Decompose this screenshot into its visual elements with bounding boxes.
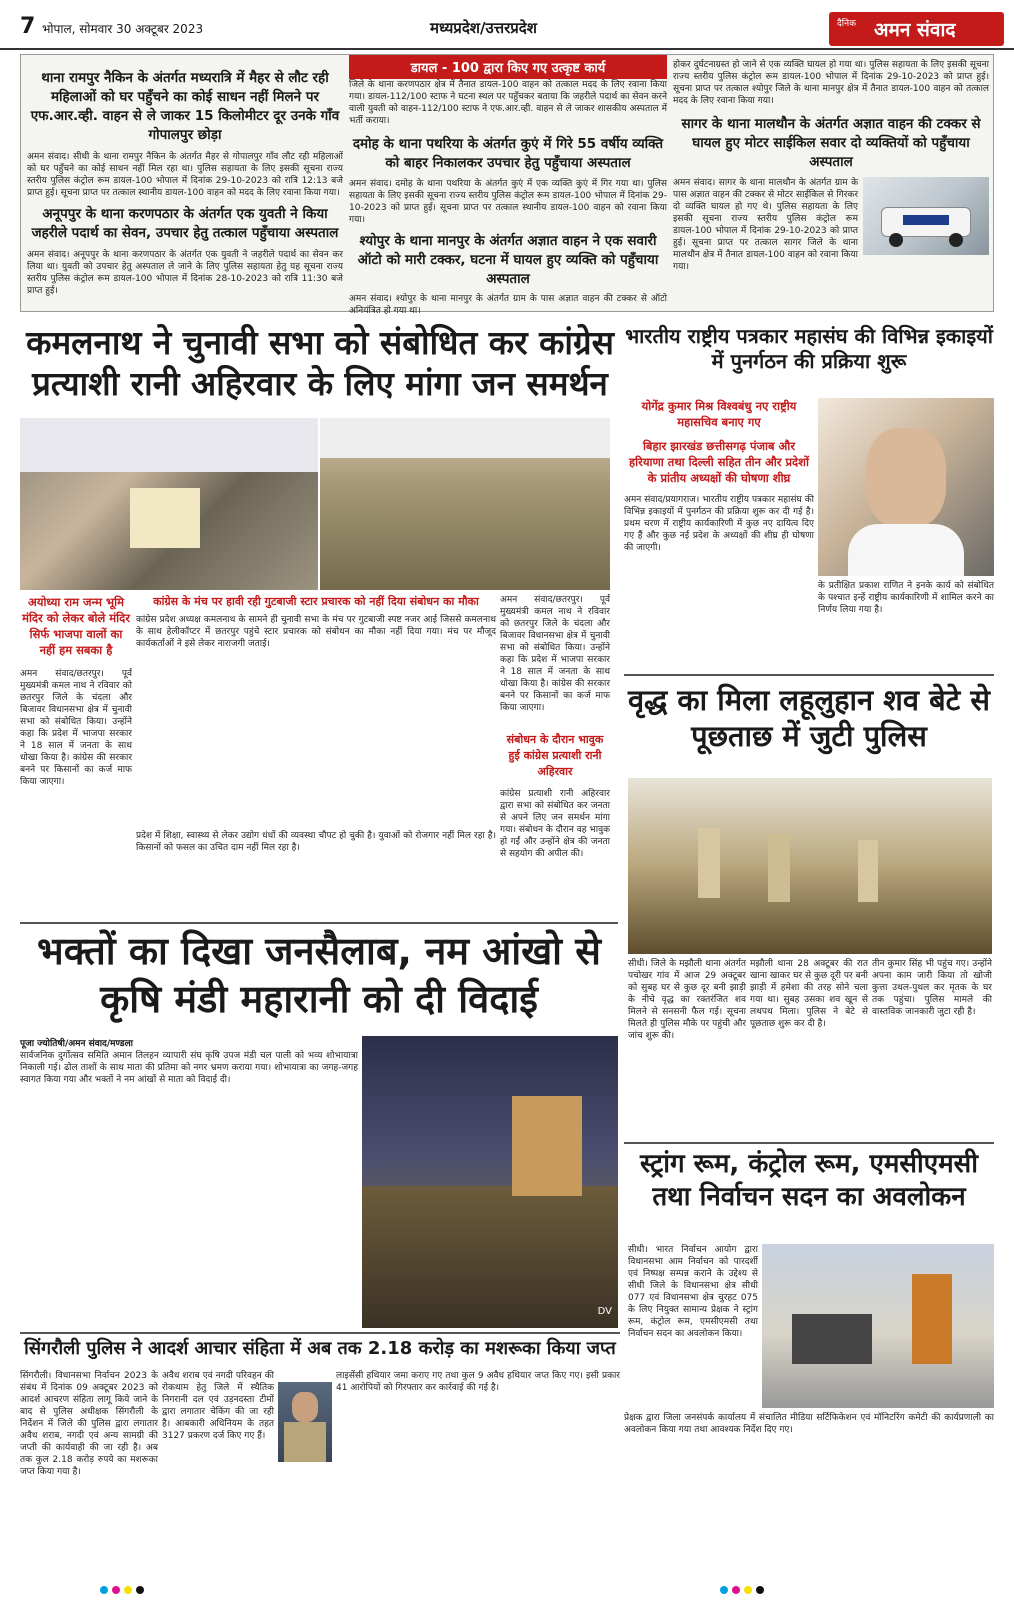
kamalnath-body-4: कांग्रेस प्रत्याशी रानी अहिरवार द्वारा सभा को संबोधित कर जनता से अपने लिए जन समर्थन मांगा गया। संबोधन के दौरान वह भावुक हो गईं और उन्होंने क्षेत्र की जनता से सहयोग की अपील की। bbox=[500, 789, 610, 859]
story-headline: सागर के थाना मालथौन के अंतर्गत अज्ञात वाहन की टक्कर से घायल हुए मोटर साईकिल सवार दो व्यक्तियों को पहुँचाया अस्पताल bbox=[681, 116, 981, 170]
patrakar-headline: भारतीय राष्ट्रीय पत्रकार महासंघ की विभिन्न इकाइयों में पुनर्गठन की प्रक्रिया शुरू bbox=[625, 324, 993, 373]
dial100-box bbox=[20, 54, 994, 316]
registration-dot bbox=[112, 1586, 120, 1594]
kamalnath-column-head: संबोधन के दौरान भावुक हुई कांग्रेस प्रत्याशी रानी अहिरवार bbox=[506, 733, 604, 778]
registration-dot bbox=[720, 1586, 728, 1594]
inspection-photo bbox=[762, 1244, 994, 1408]
masthead-prefix: दैनिक bbox=[837, 19, 857, 29]
photo-credit: DV bbox=[597, 1306, 612, 1317]
dial100-col-3 bbox=[673, 59, 989, 309]
police-vehicle-photo bbox=[863, 177, 989, 255]
kamalnath-body-4-top: अमन संवाद/छतरपुर। पूर्व मुख्यमंत्री कमल नाथ ने रविवार को छतरपुर जिले के चंदला और बिजावर विधानसभा क्षेत्र में चुनावी सभा को संबोधित किया। उन्होंने कहा कि प्रदेश में भाजपा सरकार ने 18 साल में जनता के साथ धोखा किया है। कांग्रेस की सरकार बनने पर किसानों का कर्ज माफ किया जाएगा। bbox=[500, 595, 610, 713]
registration-dot bbox=[136, 1586, 144, 1594]
divider bbox=[624, 674, 994, 676]
officer-photo bbox=[278, 1382, 332, 1462]
singrauli-body-2: अवैध शराब एवं नगदी परिवहन की रोकथाम हेतु जिले में स्थैतिक निगरानी दल एवं उड़नदस्ता टीमों द्वारा लगातार चेकिंग की जा रही है। आबकारी अधिनियम के तहत 3127 प्रकरण दर्ज किए गए हैं। bbox=[162, 1371, 274, 1441]
bhakt-headline: भक्तों का दिखा जनसैलाब, नम आंखो से कृषि मंडी महारानी को दी विदाई bbox=[37, 929, 601, 1021]
registration-dot bbox=[124, 1586, 132, 1594]
kamalnath-body-1: अमन संवाद/छतरपुर। पूर्व मुख्यमंत्री कमल नाथ ने रविवार को छतरपुर जिले के चंदला और बिजावर विधानसभा क्षेत्र में चुनावी सभा को संबोधित किया। उन्होंने कहा कि प्रदेश में भाजपा सरकार ने 18 साल में जनता के साथ धोखा किया है। कांग्रेस की सरकार बनने पर किसानों का कर्ज माफ किया जाएगा। bbox=[20, 669, 132, 787]
rally-crowd-photo bbox=[320, 418, 610, 590]
dial100-col-1 bbox=[27, 61, 343, 309]
story-body: अमन संवाद। अनूपपुर के थाना करणपठार के अंतर्गत एक युवती ने जहरीले पदार्थ का सेवन कर लिया था। युवती को उपचार हेतु अस्पताल ले जाने के लिए पुलिस सहायता हेतु यह सूचना राज्य स्तरीय पुलिस कंट्रोल रूम डायल-100 भोपाल में दिनांक 28-10-2023 को रात्रि 11:30 बजे प्राप्त हुई। bbox=[27, 250, 343, 296]
kamalnath-body-3: प्रदेश में शिक्षा, स्वास्थ्य से लेकर उद्योग धंधों की व्यवस्था चौपट हो चुकी है। युवाओं को रोजगार नहीं मिल रहा है। किसानों को फसल का उचित दाम नहीं मिल रहा है। bbox=[136, 831, 496, 853]
body-scene-photo bbox=[628, 778, 992, 954]
story-headline: थाना रामपुर नैकिन के अंतर्गत मध्यरात्रि में मैहर से लौट रही महिलाओं को घर पहुँचने का कोई साधन नहीं मिलने पर एफ.आर.व्ही. वाहन से ले जाकर 15 किलोमीटर दूर उनके गाँव गोपालपुर छोड़ा bbox=[30, 70, 340, 143]
story-body: अमन संवाद। सागर के थाना मालथौन के अंतर्गत ग्राम के पास अज्ञात वाहन की टक्कर से मोटर साईकिल से गिरकर दो व्यक्ति घायल हो गए थे। पुलिस सहायता के लिए इसकी सूचना राज्य स्तरीय पुलिस कंट्रोल रूम डायल-100 भोपाल में दिनांक 29-10-2023 को प्राप्त हुई। सूचना प्राप्त पर तत्काल सागर जिले के थाना मालथौन क्षेत्र में तैनात डायल-100 वाहन को रवाना किया गया। bbox=[673, 178, 858, 272]
print-registration-marks bbox=[0, 1580, 1014, 1600]
section-title: मध्यप्रदेश/उत्तरप्रदेश bbox=[430, 19, 537, 37]
kamalnath-side-quote: अयोध्या राम जन्म भूमि मंदिर को लेकर बोले मंदिर सिर्फ भाजपा वालों का नहीं हम सबका है bbox=[22, 595, 130, 657]
masthead bbox=[829, 12, 1004, 46]
date-line: भोपाल, सोमवार 30 अक्टूबर 2023 bbox=[42, 22, 204, 36]
registration-dot bbox=[732, 1586, 740, 1594]
rally-stage-photo bbox=[20, 418, 318, 590]
registration-dot bbox=[100, 1586, 108, 1594]
strong-body: सीधी। भारत निर्वाचन आयोग द्वारा विधानसभा आम निर्वाचन को पारदर्शी एवं निष्पक्ष सम्पन्न कराने के उद्देश्य से सीधी जिले के विधानसभा क्षेत्र सीधी 077 एवं विधानसभा क्षेत्र चुरहट 075 के लिए नियुक्त सामान्य प्रेक्षक ने स्ट्रांग रूम, कंट्रोल रूम, एमसीएमसी तथा निर्वाचन सदन का अवलोकन किया। bbox=[628, 1245, 758, 1339]
strong-body-2: प्रेक्षक द्वारा जिला जनसंपर्क कार्यालय में संचालित मीडिया सर्टिफिकेशन एवं मॉनिटरिंग कमेटी की कार्यप्रणाली का अवलोकन किया गया तथा आवश्यक निर्देश दिए गए। bbox=[624, 1413, 994, 1435]
portrait-photo bbox=[818, 398, 994, 576]
vriddh-body-3: तीन कुमार सिंह भी पहुंच गए। उन्होंने अपना काम जारी किया तो खोजी कुत्ता उथल-पुथल कर मृतक के घर तक पहुंचा। पुलिस मामले की वास्तविक जानकारी जुटा रही है। bbox=[872, 959, 992, 1017]
dial100-col-2 bbox=[349, 79, 667, 316]
singrauli-body-1: सिंगरौली। विधानसभा निर्वाचन 2023 के संबंध में दिनांक 09 अक्टूबर 2023 को आदर्श आचरण संहिता लागू किये जाने के बाद से पुलिस अधीक्षक सिंगरौली के निर्देशन में जिले की पुलिस द्वारा लगातार अवैध शराब, नगदी एवं अन्य सामग्री की जप्ती की कार्यवाही की जा रही है। अब तक कुल 2.18 करोड़ रुपये का मशरूका जप्त किया गया है। bbox=[20, 1371, 158, 1477]
page-number: 7 bbox=[20, 14, 36, 39]
divider bbox=[624, 1142, 994, 1144]
bhakt-byline: पूजा ज्योतिषी/अमन संवाद/मण्डला bbox=[20, 1039, 134, 1049]
dial100-banner: डायल - 100 द्वारा किए गए उत्कृष्ट कार्य bbox=[349, 55, 667, 79]
divider bbox=[20, 922, 618, 924]
patrakar-body: अमन संवाद/प्रयागराज। भारतीय राष्ट्रीय पत्रकार महासंघ की विभिन्न इकाइयों में पुनर्गठन की प्रक्रिया शुरू कर दी गई है। प्रथम चरण में राष्ट्रीय कार्यकारिणी में कुछ नए दायित्व दिए गए हैं और कुछ नई प्रदेश के अध्यक्षों की शीघ्र ही घोषणा की जाएगी। bbox=[624, 495, 814, 553]
singrauli-body-3: लाइसेंसी हथियार जमा कराए गए तथा कुल 9 अवैध हथियार जप्त किए गए। इसी प्रकार 41 आरोपियों को गिरफ्तार कर कार्रवाई की गई है। bbox=[336, 1371, 620, 1393]
story-headline: अनूपपुर के थाना करणपठार के अंतर्गत एक युवती ने किया जहरीले पदार्थ का सेवन, उपचार हेतु तत्काल पहुँचाया अस्पताल bbox=[31, 206, 339, 241]
kamalnath-headline: कमलनाथ ने चुनावी सभा को संबोधित कर कांग्रेस प्रत्याशी रानी अहिरवार के लिए मांगा जन समर्थन bbox=[26, 323, 614, 404]
procession-photo bbox=[362, 1036, 618, 1328]
story-body: अमन संवाद। दमोह के थाना पथरिया के अंतर्गत कुएं में एक व्यक्ति कुएं में गिर गया था। पुलिस सहायता के लिए इसकी सूचना राज्य स्तरीय पुलिस कंट्रोल रूम डायल-100 भोपाल में दिनांक 29-10-2023 को प्राप्त हुई। सूचना प्राप्त पर तत्काल स्थानीय डायल-100 वाहन को रवाना किया गया। bbox=[349, 179, 667, 225]
kamalnath-body-2: कांग्रेस प्रदेश अध्यक्ष कमलनाथ के सामने ही चुनावी सभा के मंच पर गुटबाजी स्पष्ट नजर आई जिससे कमलनाथ के साथ हेलीकॉप्टर में छतरपुर पहुंचे स्टार प्रचारक को संबोधन का मौका नहीं दिया गया। मंच पर मौजूद कार्यकर्ताओं ने इसे लेकर नाराजगी जताई। bbox=[136, 615, 496, 649]
story-body: अमन संवाद। श्योपुर के थाना मानपुर के अंतर्गत ग्राम के पास अज्ञात वाहन की टक्कर से ऑटो अनियंत्रित हो गया था। bbox=[349, 294, 667, 316]
kamalnath-sub-quote: कांग्रेस के मंच पर हावी रही गुटबाजी स्टार प्रचारक को नहीं दिया संबोधन का मौका bbox=[153, 595, 479, 608]
story-headline: दमोह के थाना पथरिया के अंतर्गत कुएं में गिरे 55 वर्षीय व्यक्ति को बाहर निकालकर उपचार हेतु पहुँचाया अस्पताल bbox=[352, 136, 664, 171]
story-headline: श्योपुर के थाना मानपुर के अंतर्गत अज्ञात वाहन ने एक सवारी ऑटो को मारी टक्कर, घटना में घायल हुए व्यक्ति को पहुँचाया अस्पताल bbox=[357, 233, 659, 287]
registration-dot bbox=[744, 1586, 752, 1594]
strong-headline: स्ट्रांग रूम, कंट्रोल रूम, एमसीएमसी तथा निर्वाचन सदन का अवलोकन bbox=[640, 1149, 978, 1212]
vriddh-body-2: मझौली थाना 28 अक्टूबर की रात खाना खाकर घर से कुछ दूरी पर बनी झाड़ी में हमेशा की तरह सोने चला गया था। सुबह उसका शव खून से लथपथ मिला। पुलिस ने बेटे से पूछताछ शुरू कर दी है। bbox=[750, 959, 868, 1029]
masthead-name: अमन संवाद bbox=[874, 19, 956, 41]
story-body: होकर दुर्घटनाग्रस्त हो जाने से एक व्यक्ति घायल हो गया था। पुलिस सहायता के लिए इसकी सूचना राज्य स्तरीय पुलिस कंट्रोल रूम डायल-100 भोपाल में दिनांक 29-10-2023 को प्राप्त हुई। सूचना प्राप्त पर तत्काल श्योपुर जिले के थाना मानपुर क्षेत्र में तैनात डायल-100 वाहन को तत्काल मदद के लिए रवाना किया गया। bbox=[673, 60, 989, 106]
patrakar-sub2: बिहार झारखंड छत्तीसगढ़ पंजाब और हरियाणा तथा दिल्ली सहित तीन और प्रदेशों के प्रांतीय अध्यक्षों की घोषणा शीघ्र bbox=[629, 439, 809, 485]
vriddh-headline: वृद्ध का मिला लहूलुहान शव बेटे से पूछताछ में जुटी पुलिस bbox=[627, 683, 991, 754]
patrakar-body-2: के प्रतीक्षित प्रकाश राणित ने इनके कार्य को संबोधित के पश्चात इन्हें राष्ट्रीय कार्यकारिणी में शामिल करने का निर्णय लिया गया है। bbox=[818, 581, 994, 615]
page-header bbox=[0, 0, 1014, 50]
registration-dot bbox=[756, 1586, 764, 1594]
story-body: जिले के थाना करणपठार क्षेत्र में तैनात डायल-100 वाहन को तत्काल मदद के लिए रवाना किया गया। डायल-112/100 स्टाफ ने घटना स्थल पर पहुँचकर बताया कि जहरीले पदार्थ का सेवन करने वाली युवती को वाहन-112/100 स्टाफ ने एफ.आर.व्ही. वाहन से ले जाकर शासकीय अस्पताल में भर्ती कराया। bbox=[349, 80, 667, 126]
patrakar-sub1: योगेंद्र कुमार मिश्र विश्वबंधु नए राष्ट्रीय महासचिव बनाए गए bbox=[641, 399, 797, 429]
vriddh-body-1: सीधी। जिले के मझौली थाना अंतर्गत पचोखर गांव में आज 29 अक्टूबर को सुबह घर से कुछ दूर बनी झाड़ी के नीचे वृद्ध का रक्तरंजित शव मिलने से सनसनी फैल गई। सूचना मिलते ही पुलिस मौके पर पहुंची और जांच शुरू की। bbox=[628, 959, 746, 1041]
story-body: अमन संवाद। सीधी के थाना रामपुर नैकिन के अंतर्गत मैहर से गोपालपुर गाँव लौट रही महिलाओं को घर पहुँचने का कोई साधन नहीं मिल रहा था। पुलिस सहायता के लिए इसकी सूचना राज्य स्तरीय पुलिस कंट्रोल रूम डायल-100 भोपाल में दिनांक 29-10-2023 को रात्रि 12:13 बजे प्राप्त हुई। सूचना प्राप्त पर तत्काल स्थानीय डायल-100 वाहन को मदद के लिए रवाना किया गया। bbox=[27, 152, 343, 198]
bhakt-body: सार्वजनिक दुर्गोत्सव समिति अमान तिलहन व्यापारी संघ कृषि उपज मंडी चल पाली को भव्य शोभायात्रा निकाली गई। ढोल ताशों के साथ माता की प्रतिमा को नगर भ्रमण कराया गया। शोभायात्रा का जगह-जगह स्वागत किया गया और भक्तों ने नम आंखों से माता को विदाई दी। bbox=[20, 1051, 358, 1085]
divider bbox=[20, 1332, 620, 1334]
singrauli-headline: सिंगरौली पुलिस ने आदर्श आचार संहिता में अब तक 2.18 करोड़ का मशरूका किया जप्त bbox=[24, 1338, 616, 1359]
